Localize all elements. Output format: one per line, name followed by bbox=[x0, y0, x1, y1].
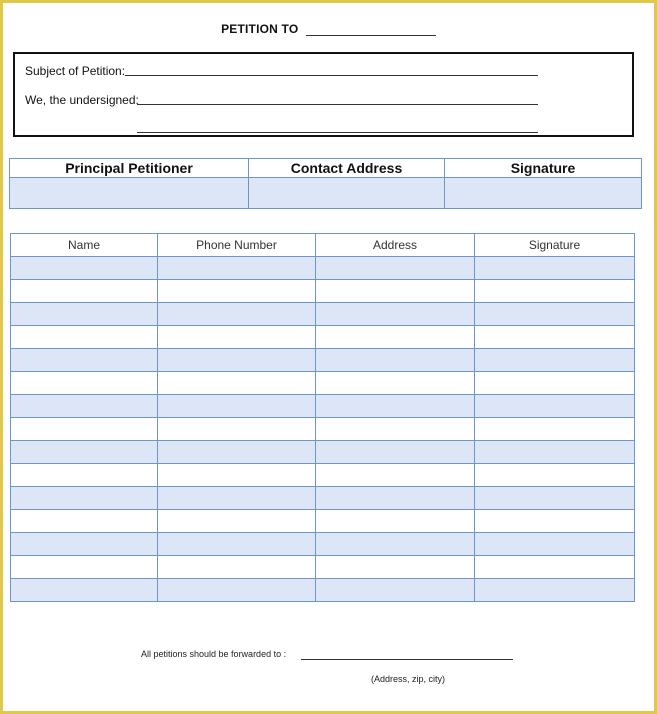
phone-number-cell[interactable] bbox=[158, 395, 316, 418]
name-cell[interactable] bbox=[11, 579, 158, 602]
table-row bbox=[11, 257, 635, 280]
name-cell[interactable] bbox=[11, 349, 158, 372]
phone-number-cell[interactable] bbox=[158, 533, 316, 556]
contact-address-header: Contact Address bbox=[249, 159, 445, 178]
phone-number-cell[interactable] bbox=[158, 556, 316, 579]
principal-petitioner-cell[interactable] bbox=[10, 178, 249, 209]
petition-title-row bbox=[3, 22, 654, 36]
address-cell[interactable] bbox=[316, 464, 475, 487]
signature-cell[interactable] bbox=[475, 349, 635, 372]
address-cell[interactable] bbox=[316, 556, 475, 579]
table-row bbox=[11, 533, 635, 556]
signature-cell[interactable] bbox=[475, 533, 635, 556]
address-cell[interactable] bbox=[316, 487, 475, 510]
name-cell[interactable] bbox=[11, 303, 158, 326]
signature-cell[interactable] bbox=[475, 303, 635, 326]
table-row bbox=[11, 510, 635, 533]
signatures-body bbox=[11, 257, 635, 602]
address-header: Address bbox=[316, 234, 475, 257]
address-cell[interactable] bbox=[316, 510, 475, 533]
phone-number-cell[interactable] bbox=[158, 303, 316, 326]
principal-petitioner-table bbox=[9, 158, 642, 209]
name-cell[interactable] bbox=[11, 441, 158, 464]
name-cell[interactable] bbox=[11, 510, 158, 533]
undersigned-line-2[interactable] bbox=[137, 132, 538, 133]
undersigned-line-1[interactable] bbox=[137, 104, 538, 105]
principal-signature-header: Signature bbox=[445, 159, 642, 178]
name-cell[interactable] bbox=[11, 326, 158, 349]
signatures-header-row bbox=[11, 234, 635, 257]
principal-header-row bbox=[10, 159, 642, 178]
address-cell[interactable] bbox=[316, 533, 475, 556]
signature-cell[interactable] bbox=[475, 280, 635, 303]
phone-number-cell[interactable] bbox=[158, 464, 316, 487]
subject-line[interactable] bbox=[125, 75, 538, 76]
name-cell[interactable] bbox=[11, 280, 158, 303]
signature-cell[interactable] bbox=[475, 395, 635, 418]
address-cell[interactable] bbox=[316, 303, 475, 326]
table-row bbox=[11, 579, 635, 602]
name-cell[interactable] bbox=[11, 556, 158, 579]
petition-to-line[interactable] bbox=[306, 23, 436, 36]
phone-number-header: Phone Number bbox=[158, 234, 316, 257]
phone-number-cell[interactable] bbox=[158, 257, 316, 280]
table-row bbox=[11, 441, 635, 464]
name-header: Name bbox=[11, 234, 158, 257]
address-cell[interactable] bbox=[316, 280, 475, 303]
subject-label: Subject of Petition: bbox=[25, 64, 126, 78]
signature-cell[interactable] bbox=[475, 464, 635, 487]
name-cell[interactable] bbox=[11, 464, 158, 487]
signature-cell[interactable] bbox=[475, 441, 635, 464]
address-cell[interactable] bbox=[316, 441, 475, 464]
signatures-table bbox=[10, 233, 635, 602]
name-cell[interactable] bbox=[11, 257, 158, 280]
signature-cell[interactable] bbox=[475, 510, 635, 533]
table-row bbox=[11, 326, 635, 349]
name-cell[interactable] bbox=[11, 418, 158, 441]
address-hint: (Address, zip, city) bbox=[371, 674, 446, 684]
table-row bbox=[11, 280, 635, 303]
page-title: PETITION TO bbox=[221, 22, 299, 36]
signature-cell[interactable] bbox=[475, 418, 635, 441]
phone-number-cell[interactable] bbox=[158, 418, 316, 441]
principal-signature-cell[interactable] bbox=[445, 178, 642, 209]
address-cell[interactable] bbox=[316, 372, 475, 395]
address-cell[interactable] bbox=[316, 349, 475, 372]
signature-cell[interactable] bbox=[475, 257, 635, 280]
phone-number-cell[interactable] bbox=[158, 280, 316, 303]
phone-number-cell[interactable] bbox=[158, 487, 316, 510]
contact-address-cell[interactable] bbox=[249, 178, 445, 209]
signature-cell[interactable] bbox=[475, 579, 635, 602]
address-cell[interactable] bbox=[316, 418, 475, 441]
table-row bbox=[11, 303, 635, 326]
table-row bbox=[11, 556, 635, 579]
address-cell[interactable] bbox=[316, 326, 475, 349]
table-row bbox=[11, 487, 635, 510]
signature-cell[interactable] bbox=[475, 326, 635, 349]
phone-number-cell[interactable] bbox=[158, 326, 316, 349]
name-cell[interactable] bbox=[11, 533, 158, 556]
table-row bbox=[11, 372, 635, 395]
phone-number-cell[interactable] bbox=[158, 372, 316, 395]
phone-number-cell[interactable] bbox=[158, 349, 316, 372]
subject-box bbox=[13, 52, 634, 137]
phone-number-cell[interactable] bbox=[158, 579, 316, 602]
phone-number-cell[interactable] bbox=[158, 510, 316, 533]
signature-header: Signature bbox=[475, 234, 635, 257]
table-row bbox=[11, 395, 635, 418]
table-row bbox=[11, 418, 635, 441]
signature-cell[interactable] bbox=[475, 487, 635, 510]
table-row bbox=[11, 464, 635, 487]
address-cell[interactable] bbox=[316, 395, 475, 418]
principal-entry-row bbox=[10, 178, 642, 209]
signature-cell[interactable] bbox=[475, 372, 635, 395]
forward-instruction: All petitions should be forwarded to : bbox=[141, 649, 287, 659]
name-cell[interactable] bbox=[11, 487, 158, 510]
address-cell[interactable] bbox=[316, 579, 475, 602]
name-cell[interactable] bbox=[11, 395, 158, 418]
principal-petitioner-header: Principal Petitioner bbox=[10, 159, 249, 178]
signature-cell[interactable] bbox=[475, 556, 635, 579]
table-row bbox=[11, 349, 635, 372]
address-cell[interactable] bbox=[316, 257, 475, 280]
phone-number-cell[interactable] bbox=[158, 441, 316, 464]
forward-address-line[interactable] bbox=[301, 659, 513, 660]
name-cell[interactable] bbox=[11, 372, 158, 395]
undersigned-label: We, the undersigned: bbox=[25, 93, 139, 107]
